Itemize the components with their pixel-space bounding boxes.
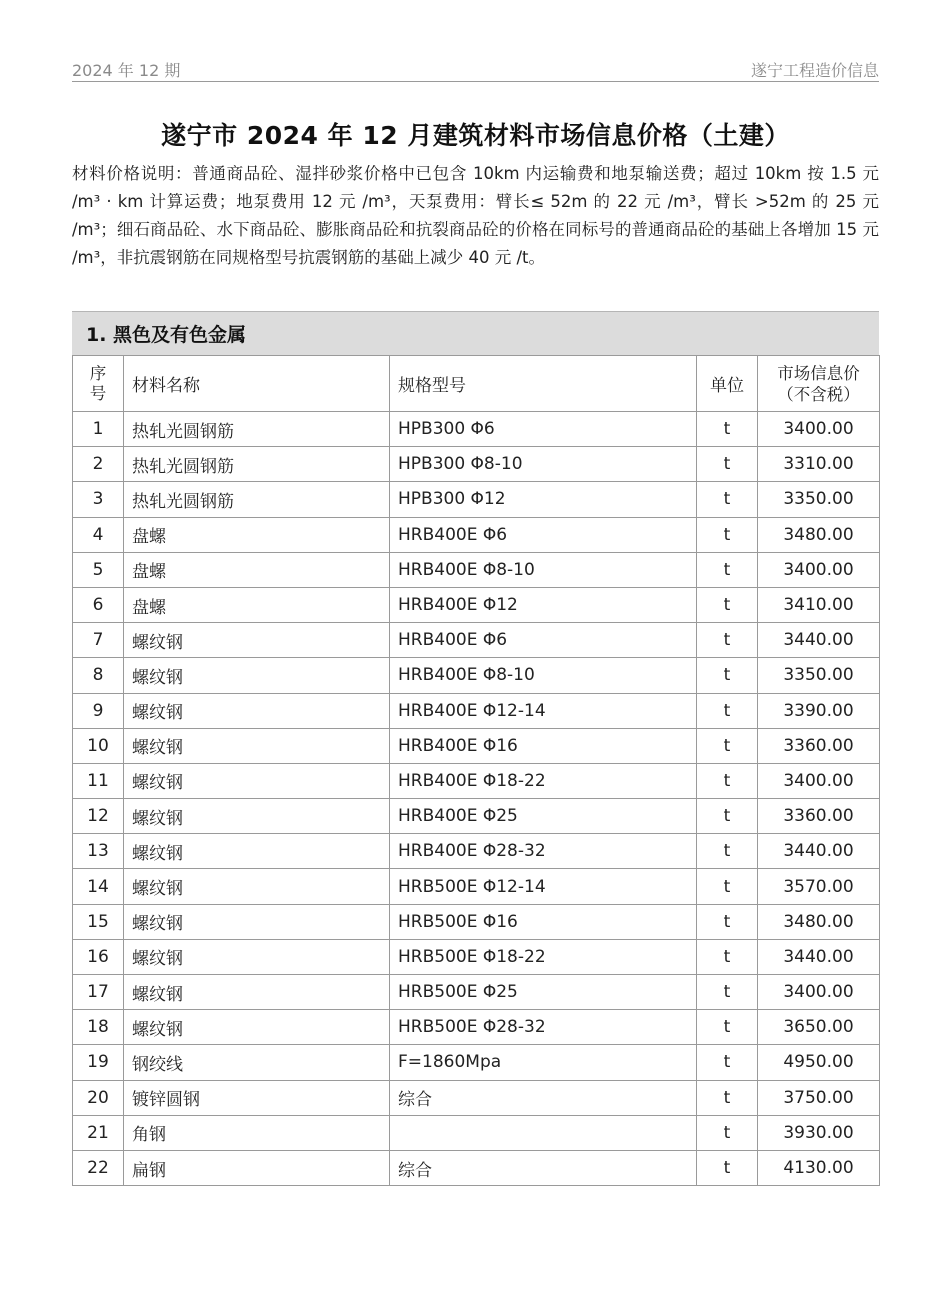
table-row [73, 447, 880, 482]
cell-price: 3440.00 [758, 939, 880, 974]
cell-unit: t [697, 1010, 758, 1045]
cell-no: 9 [73, 693, 124, 728]
column-header-price [758, 356, 880, 412]
cell-no: 18 [73, 1010, 124, 1045]
cell-name: 螺纹钢 [124, 904, 390, 939]
cell-spec: 综合 [390, 1150, 697, 1185]
cell-unit: t [697, 939, 758, 974]
cell-no: 1 [73, 412, 124, 447]
table-row [73, 552, 880, 587]
cell-name: 盘螺 [124, 552, 390, 587]
header-row [73, 356, 880, 412]
cell-no: 22 [73, 1150, 124, 1185]
table-row [73, 939, 880, 974]
cell-no: 4 [73, 517, 124, 552]
cell-unit: t [697, 623, 758, 658]
cell-unit: t [697, 1045, 758, 1080]
cell-price: 3930.00 [758, 1115, 880, 1150]
cell-no: 8 [73, 658, 124, 693]
cell-spec: HRB400E Φ28-32 [390, 834, 697, 869]
cell-spec: HRB400E Φ18-22 [390, 763, 697, 798]
cell-no: 19 [73, 1045, 124, 1080]
cell-price: 3400.00 [758, 552, 880, 587]
cell-unit: t [697, 658, 758, 693]
column-header-no-line1: 序 [89, 363, 107, 383]
price-note: 材料价格说明：普通商品砼、湿拌砂浆价格中已包含 10km 内运输费和地泵输送费；超过 10km 按 1.5 元 /m³ · km 计算运费；地泵费用 12 元 /m³，天泵费用：臂长≤ 52m 的 22 元 /m³，臂长 >52m 的 25 元 /m³；细石商品砼、水下商品砼、膨胀商品砼和抗裂商品砼的价格在同标号的普通商品砼的基础上各增加 15 元 /m³，非抗震钢筋在同规格型号抗震钢筋的基础上减少 40 元 /t。 [72, 164, 879, 267]
table-row [73, 587, 880, 622]
cell-spec: HRB400E Φ6 [390, 623, 697, 658]
cell-spec: HPB300 Φ8-10 [390, 447, 697, 482]
table-row [73, 975, 880, 1010]
cell-price: 3310.00 [758, 447, 880, 482]
cell-unit: t [697, 693, 758, 728]
cell-price: 3350.00 [758, 658, 880, 693]
cell-spec: F=1860Mpa [390, 1045, 697, 1080]
cell-name: 螺纹钢 [124, 1010, 390, 1045]
cell-no: 14 [73, 869, 124, 904]
table-body [73, 412, 880, 1186]
table-row [73, 623, 880, 658]
cell-unit: t [697, 763, 758, 798]
cell-no: 3 [73, 482, 124, 517]
cell-name: 角钢 [124, 1115, 390, 1150]
column-header-spec: 规格型号 [390, 356, 697, 412]
cell-unit: t [697, 552, 758, 587]
table-row [73, 1080, 880, 1115]
cell-no: 5 [73, 552, 124, 587]
cell-spec: HRB400E Φ12 [390, 587, 697, 622]
cell-price: 3480.00 [758, 904, 880, 939]
cell-price: 3750.00 [758, 1080, 880, 1115]
cell-price: 3400.00 [758, 412, 880, 447]
cell-spec: HRB400E Φ25 [390, 799, 697, 834]
cell-name: 螺纹钢 [124, 728, 390, 763]
cell-name: 盘螺 [124, 587, 390, 622]
cell-spec: HPB300 Φ6 [390, 412, 697, 447]
column-header-unit: 单位 [697, 356, 758, 412]
cell-price: 3440.00 [758, 623, 880, 658]
cell-price: 4130.00 [758, 1150, 880, 1185]
table-row [73, 728, 880, 763]
column-header-no [73, 356, 124, 412]
cell-unit: t [697, 904, 758, 939]
cell-spec: HRB500E Φ12-14 [390, 869, 697, 904]
table-row [73, 482, 880, 517]
cell-spec: HRB400E Φ16 [390, 728, 697, 763]
cell-name: 热轧光圆钢筋 [124, 412, 390, 447]
cell-no: 12 [73, 799, 124, 834]
cell-no: 15 [73, 904, 124, 939]
cell-price: 3410.00 [758, 587, 880, 622]
cell-unit: t [697, 728, 758, 763]
page-title: 遂宁市 2024 年 12 月建筑材料市场信息价格（土建） [161, 121, 790, 150]
cell-name: 螺纹钢 [124, 869, 390, 904]
cell-spec: HRB400E Φ8-10 [390, 658, 697, 693]
table-row [73, 1045, 880, 1080]
cell-name: 螺纹钢 [124, 834, 390, 869]
table-header [73, 356, 880, 412]
issue-label: 2024 年 12 期 [72, 61, 181, 80]
table-row [73, 834, 880, 869]
cell-price: 3650.00 [758, 1010, 880, 1045]
cell-price: 3350.00 [758, 482, 880, 517]
cell-unit: t [697, 975, 758, 1010]
cell-price: 3400.00 [758, 763, 880, 798]
cell-unit: t [697, 1080, 758, 1115]
cell-spec: HRB500E Φ16 [390, 904, 697, 939]
cell-price: 3360.00 [758, 728, 880, 763]
cell-name: 螺纹钢 [124, 763, 390, 798]
column-header-no-line2: 号 [89, 383, 107, 403]
column-header-price-line2: （不含税） [777, 384, 860, 404]
cell-no: 17 [73, 975, 124, 1010]
cell-no: 16 [73, 939, 124, 974]
cell-name: 螺纹钢 [124, 975, 390, 1010]
cell-spec: HRB500E Φ25 [390, 975, 697, 1010]
cell-no: 21 [73, 1115, 124, 1150]
table-row [73, 1150, 880, 1185]
cell-name: 热轧光圆钢筋 [124, 482, 390, 517]
cell-spec: HRB400E Φ12-14 [390, 693, 697, 728]
cell-name: 镀锌圆钢 [124, 1080, 390, 1115]
table-row [73, 904, 880, 939]
cell-no: 20 [73, 1080, 124, 1115]
cell-name: 螺纹钢 [124, 693, 390, 728]
price-section [72, 311, 879, 1186]
table-row [73, 1010, 880, 1045]
cell-spec: HRB400E Φ6 [390, 517, 697, 552]
cell-name: 螺纹钢 [124, 658, 390, 693]
cell-unit: t [697, 1115, 758, 1150]
table-row [73, 517, 880, 552]
publication-name: 遂宁工程造价信息 [750, 61, 879, 80]
cell-unit: t [697, 1150, 758, 1185]
cell-unit: t [697, 587, 758, 622]
cell-name: 螺纹钢 [124, 799, 390, 834]
cell-unit: t [697, 412, 758, 447]
section-title: 1. 黑色及有色金属 [72, 311, 879, 355]
cell-name: 热轧光圆钢筋 [124, 447, 390, 482]
cell-spec: HRB400E Φ8-10 [390, 552, 697, 587]
cell-unit: t [697, 482, 758, 517]
cell-price: 4950.00 [758, 1045, 880, 1080]
cell-price: 3360.00 [758, 799, 880, 834]
cell-price: 3440.00 [758, 834, 880, 869]
cell-name: 扁钢 [124, 1150, 390, 1185]
cell-name: 螺纹钢 [124, 939, 390, 974]
price-table [72, 355, 880, 1186]
cell-unit: t [697, 869, 758, 904]
cell-price: 3570.00 [758, 869, 880, 904]
cell-unit: t [697, 799, 758, 834]
table-row [73, 658, 880, 693]
column-header-name: 材料名称 [124, 356, 390, 412]
table-row [73, 869, 880, 904]
cell-name: 螺纹钢 [124, 623, 390, 658]
cell-no: 6 [73, 587, 124, 622]
cell-spec: HRB500E Φ28-32 [390, 1010, 697, 1045]
table-row [73, 412, 880, 447]
table-row [73, 763, 880, 798]
cell-unit: t [697, 447, 758, 482]
cell-spec: HRB500E Φ18-22 [390, 939, 697, 974]
column-header-price-line1: 市场信息价 [777, 363, 860, 383]
cell-spec: 综合 [390, 1080, 697, 1115]
cell-name: 盘螺 [124, 517, 390, 552]
table-row [73, 1115, 880, 1150]
cell-price: 3400.00 [758, 975, 880, 1010]
cell-price: 3390.00 [758, 693, 880, 728]
cell-no: 11 [73, 763, 124, 798]
table-row [73, 693, 880, 728]
cell-price: 3480.00 [758, 517, 880, 552]
cell-spec: HPB300 Φ12 [390, 482, 697, 517]
cell-no: 2 [73, 447, 124, 482]
table-row [73, 799, 880, 834]
cell-unit: t [697, 517, 758, 552]
cell-unit: t [697, 834, 758, 869]
cell-name: 钢绞线 [124, 1045, 390, 1080]
cell-no: 13 [73, 834, 124, 869]
cell-no: 7 [73, 623, 124, 658]
running-header [72, 52, 879, 82]
cell-no: 10 [73, 728, 124, 763]
cell-spec [390, 1115, 697, 1150]
